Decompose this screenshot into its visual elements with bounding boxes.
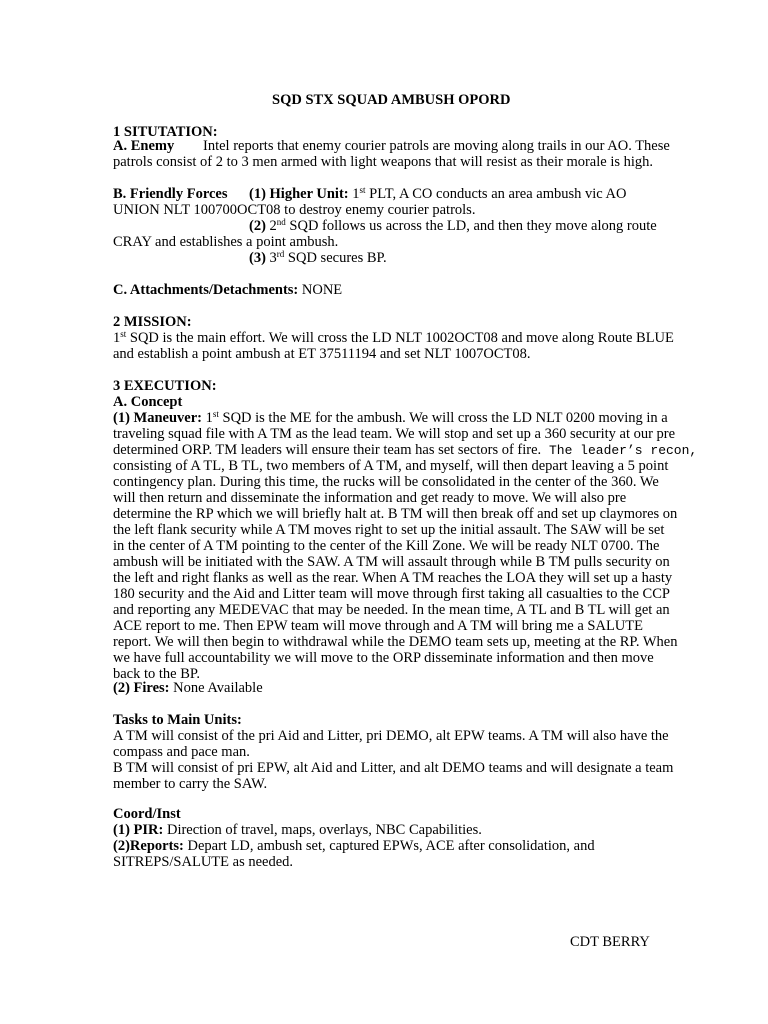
- tasks-a-line-2: compass and pace man.: [113, 744, 250, 760]
- concept-heading: A. Concept: [113, 394, 183, 410]
- maneuver-line-2: traveling squad file with A TM as the lead team. We will stop and set up a 360 security at our pre: [113, 426, 676, 442]
- higher-unit-line-2: UNION NLT 100700OCT08 to destroy enemy courier patrols.: [113, 202, 476, 218]
- execution-heading: 3 EXECUTION:: [113, 378, 217, 394]
- enemy-line-1: [113, 138, 670, 154]
- reports-line: (2)Reports: Depart LD, ambush set, captured EPWs, ACE after consolidation, and: [113, 838, 595, 854]
- maneuver-line-17: back to the BP.: [113, 666, 200, 682]
- maneuver-line-4: consisting of A TL, B TL, two members of A TM, and myself, will then depart leaving a 5 point: [113, 458, 669, 474]
- higher-unit-label: (1) Higher Unit:: [249, 186, 349, 202]
- enemy-text-2: patrols consist of 2 to 3 men armed with light weapons that will resist as their morale is high.: [113, 154, 654, 170]
- maneuver-label: (1) Maneuver:: [113, 410, 202, 426]
- enemy-text-1: Intel reports that enemy courier patrols are moving along trails in our AO. These: [203, 138, 670, 154]
- maneuver-line-11: the left and right flanks as well as the rear. When A TM reaches the LOA they will set up a hasty: [113, 570, 673, 586]
- mission-line-1: 1st SQD is the main effort. We will cross the LD NLT 1002OCT08 and move along Route BLUE: [113, 329, 674, 346]
- friendly-item-2-line-2: CRAY and establishes a point ambush.: [113, 234, 339, 250]
- maneuver-line-13: and reporting any MEDEVAC that may be needed. In the mean time, A TL and B TL will get an: [113, 602, 670, 618]
- fires-label: (2) Fires:: [113, 680, 170, 696]
- maneuver-line-3: determined ORP. TM leaders will ensure their team has set sectors of fire. The leader’s recon,: [113, 442, 698, 458]
- mission-heading: 2 MISSION:: [113, 314, 192, 330]
- maneuver-line-14: ACE report to me. Then EPW team will move through and A TM will bring me a SALUTE: [113, 618, 643, 634]
- coord-heading: Coord/Inst: [113, 806, 181, 822]
- reports-label: (2)Reports:: [113, 838, 184, 854]
- maneuver-line-1: (1) Maneuver: 1st SQD is the ME for the ambush. We will cross the LD NLT 0200 moving in a: [113, 409, 668, 426]
- maneuver-line-9: in the center of A TM pointing to the center of the Kill Zone. We will be ready NLT 0700. The: [113, 538, 660, 554]
- enemy-label: A. Enemy: [113, 138, 175, 154]
- pir-line: (1) PIR: Direction of travel, maps, overlays, NBC Capabilities.: [113, 822, 482, 838]
- tasks-a-line-1: A TM will consist of the pri Aid and Litter, pri DEMO, alt EPW teams. A TM will also have the: [113, 728, 669, 744]
- situation-heading: 1 SITUTATION:: [113, 124, 218, 140]
- tasks-b-line-2: member to carry the SAW.: [113, 776, 268, 792]
- signature: CDT BERRY: [570, 934, 650, 950]
- maneuver-line-5: contingency plan. During this time, the rucks will be consolidated in the center of the 360. We: [113, 474, 659, 490]
- friendly-item-2: (2) 2nd SQD follows us across the LD, and then they move along route: [249, 217, 657, 234]
- mission-line-2: and establish a point ambush at ET 37511194 and set NLT 1007OCT08.: [113, 346, 531, 362]
- maneuver-line-10: ambush will be initiated with the SAW. A TM will assault through while B TM pulls security on: [113, 554, 670, 570]
- maneuver-line-6: will then return and disseminate the information and get ready to move. We will also pre: [113, 490, 627, 506]
- maneuver-line-16: we have full accountability we will move to the ORP disseminate information and then move: [113, 650, 654, 666]
- friendly-label: B. Friendly Forces: [113, 186, 228, 202]
- document-title: SQD STX SQUAD AMBUSH OPORD: [272, 92, 511, 108]
- pir-label: (1) PIR:: [113, 822, 164, 838]
- reports-line-2: SITREPS/SALUTE as needed.: [113, 854, 294, 870]
- tasks-heading: Tasks to Main Units:: [113, 712, 242, 728]
- maneuver-line-12: 180 security and the Aid and Litter team will move through first taking all casualties to the CCP: [113, 586, 670, 602]
- friendly-forces-line: [113, 185, 627, 202]
- maneuver-line-15: report. We will then begin to withdrawal while the DEMO team sets up, meeting at the RP. When: [113, 634, 678, 650]
- maneuver-line-8: the left flank security while A TM moves right to set up the initial assault. The SAW will be set: [113, 522, 665, 538]
- attachments-line: C. Attachments/Detachments: NONE: [113, 282, 343, 298]
- tasks-b-line-1: B TM will consist of pri EPW, alt Aid and Litter, and alt DEMO teams and will designate a team: [113, 760, 674, 776]
- friendly-item-3: (3) 3rd SQD secures BP.: [249, 249, 387, 266]
- higher-unit-text: (1) Higher Unit: 1st PLT, A CO conducts an area ambush vic AO: [249, 185, 627, 202]
- attachments-label: C. Attachments/Detachments:: [113, 282, 299, 298]
- fires-line: (2) Fires: None Available: [113, 680, 263, 696]
- maneuver-line-7: determine the RP which we will briefly halt at. B TM will then break off and set up claymores on: [113, 506, 678, 522]
